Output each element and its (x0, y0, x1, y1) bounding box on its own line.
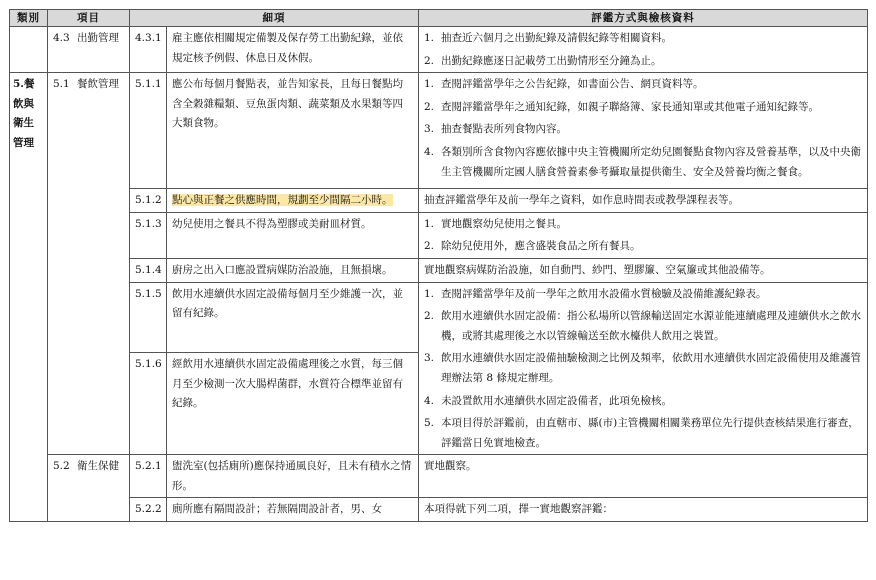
list-item: 2. 除幼兒使用外，應含盛裝食品之所有餐具。 (424, 240, 641, 253)
criteria-list (424, 75, 862, 182)
item-cell (48, 455, 130, 522)
list-item: 2. 出勤紀錄應逐日記載勞工出勤情形至分鐘為止。 (424, 54, 662, 67)
criteria-cell (419, 282, 868, 455)
item-name: 衛生保健 (77, 460, 119, 473)
evaluation-table-page (9, 9, 867, 522)
list-item: 1. 查閱評鑑當學年及前一學年之飲用水設備水質檢驗及設備維護紀錄表。 (424, 287, 767, 300)
detail-number: 5.1.1 (130, 73, 167, 189)
detail-text: 飲用水連續供水固定設備每個月至少維護一次，並留有紀錄。 (167, 282, 419, 352)
criteria-cell (419, 27, 868, 73)
criteria-cell: 實地觀察。 (419, 455, 868, 498)
table-row (10, 73, 868, 189)
detail-text: 幼兒使用之餐具不得為塑膠或美耐皿材質。 (167, 212, 419, 258)
table-row (10, 258, 868, 282)
table-header-row (10, 10, 868, 27)
detail-number: 5.1.6 (130, 352, 167, 454)
list-item: 2. 查閱評鑑當學年之通知紀錄，如親子聯絡簿、家長通知單或其他電子通知紀錄等。 (424, 100, 819, 113)
item-cell (48, 73, 130, 455)
category-cell: 5.餐飲與衛生管理 (10, 73, 48, 522)
list-item: 1. 抽查近六個月之出勤紀錄及請假紀錄等相關資料。 (424, 32, 672, 44)
list-item: 4. 未設置飲用水連續供水固定設備者，此項免檢核。 (424, 394, 672, 407)
criteria-list (424, 285, 862, 454)
item-number: 4.3 (53, 32, 70, 44)
detail-number: 4.3.1 (130, 27, 167, 73)
category-cell (10, 27, 48, 73)
list-item: 4. 各類別所含食物內容應依據中央主管機關所定幼兒園餐點食物內容及營養基準，以及中央衛生主管機關所定國人膳食營養素參考攝取量提供衛生、安全及營養均衡之餐食。 (424, 145, 861, 178)
header-category: 類別 (10, 10, 48, 27)
header-item: 項目 (48, 10, 130, 27)
list-item: 5. 本項目得於評鑑前，由直轄市、縣(市)主管機關相關業務單位先行提供查核結果進行審查，評鑑當日免實地檢查。 (424, 417, 859, 449)
criteria-list (424, 29, 862, 71)
list-item: 2. 飲用水連續供水固定設備：指公私場所以管線輸送固定水源並能連續處理及連續供水之飲水機，或將其處理後之水以管線輸送至飲水檯供人飲用之裝置。 (424, 310, 861, 342)
detail-text: 盥洗室(包括廁所)應保持通風良好，且未有積水之情形。 (167, 455, 419, 498)
detail-text: 廁所應有隔間設計；若無隔間設計者，男、女 (167, 498, 419, 522)
table-row (10, 212, 868, 258)
item-name: 出勤管理 (77, 32, 119, 44)
detail-number: 5.1.5 (130, 282, 167, 352)
criteria-cell (419, 73, 868, 189)
item-name: 餐飲管理 (77, 78, 119, 91)
criteria-cell: 實地觀察病媒防治設施，如自動門、紗門、塑膠簾、空氣簾或其他設備等。 (419, 258, 868, 282)
criteria-cell: 本項得就下列二項，擇一實地觀察評鑑： (419, 498, 868, 522)
detail-text: 廚房之出入口應設置病媒防治設施，且無損壞。 (167, 258, 419, 282)
list-item: 3. 飲用水連續供水固定設備抽驗檢測之比例及頻率，依飲用水連續供水固定設備使用及維護管理辦法第 8 條規定辦理。 (424, 352, 861, 384)
detail-number: 5.1.3 (130, 212, 167, 258)
table-row (10, 27, 868, 73)
list-item: 1. 實地觀察幼兒使用之餐具。 (424, 217, 567, 230)
detail-text (167, 189, 419, 213)
highlighted-text: 點心與正餐之供應時間，規劃至少間隔二小時。 (172, 194, 393, 207)
evaluation-table (9, 9, 868, 522)
header-detail: 細項 (130, 10, 419, 27)
detail-text: 雇主應依相關規定備製及保存勞工出勤紀錄，並依規定核予例假、休息日及休假。 (167, 27, 419, 73)
table-row (10, 189, 868, 213)
table-row (10, 282, 868, 352)
detail-text: 經飲用水連續供水固定設備處理後之水質，每三個月至少檢測一次大腸桿菌群，水質符合標準並留有紀錄。 (167, 352, 419, 454)
header-criteria: 評鑑方式與檢核資料 (419, 10, 868, 27)
detail-number: 5.1.4 (130, 258, 167, 282)
criteria-cell: 抽查評鑑當學年及前一學年之資料，如作息時間表或教學課程表等。 (419, 189, 868, 213)
list-item: 1. 查閱評鑑當學年之公告紀錄，如書面公告、網頁資料等。 (424, 78, 704, 91)
table-row (10, 455, 868, 498)
list-item: 3. 抽查餐點表所列食物內容。 (424, 123, 567, 136)
criteria-list (424, 215, 862, 257)
detail-number: 5.2.2 (130, 498, 167, 522)
item-number: 5.1 (53, 78, 70, 91)
item-number: 5.2 (53, 460, 70, 473)
detail-text: 應公布每個月餐點表，並告知家長，且每日餐點均含全穀雜糧類、豆魚蛋肉類、蔬菜類及水果類等四大類食物。 (167, 73, 419, 189)
detail-number: 5.2.1 (130, 455, 167, 498)
detail-number: 5.1.2 (130, 189, 167, 213)
table-row (10, 498, 868, 522)
criteria-cell (419, 212, 868, 258)
item-cell (48, 27, 130, 73)
